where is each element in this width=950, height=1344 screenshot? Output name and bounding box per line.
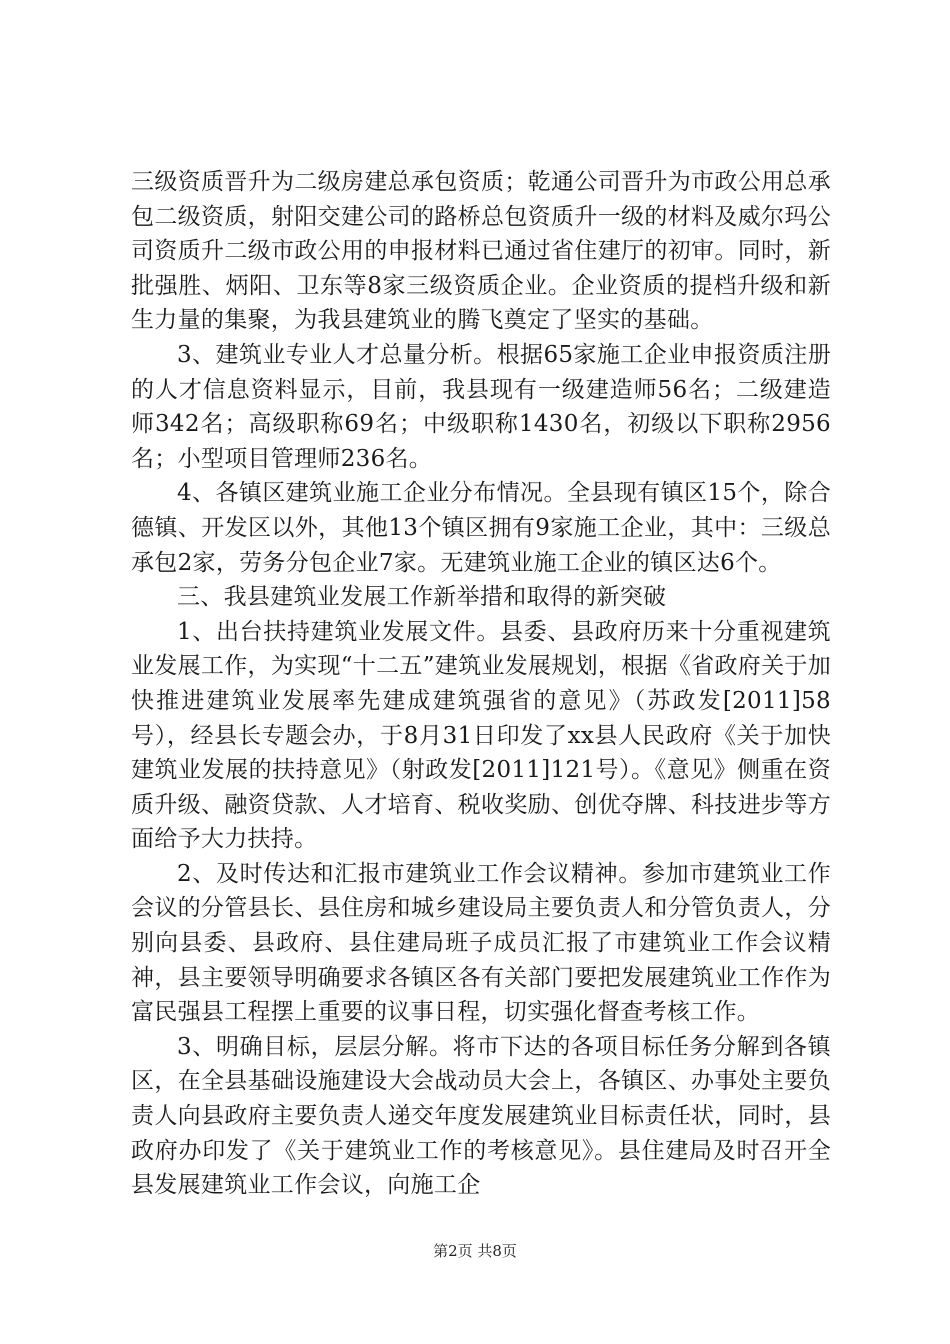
paragraph-support-policy: 1、出台扶持建筑业发展文件。县委、县政府历来十分重视建筑业发展工作，为实现“十二五”建筑业发展规划，根据《省政府关于加快推进建筑业发展率先建成建筑强省的意见》（苏政发[2011]58号），经县长专题会办，于8月31日印发了xx县人民政府《关于加快建筑业发展的扶持意见》（射政发[2011]121号）。《意见》侧重在资质升级、融资贷款、人才培育、税收奖励、创优夺牌、科技进步等方面给予大力扶持。 bbox=[131, 618, 831, 853]
paragraph-continuation: 三级资质晋升为二级房建总承包资质；乾通公司晋升为市政公用总承包二级资质，射阳交建公司的路桥总包资质升一级的材料及威尔玛公司资质升二级市政公用的申报材料已通过省住建厅的初审。同时，新批强胜、炳阳、卫东等8家三级资质企业。企业资质的提档升级和新生力量的集聚，为我县建筑业的腾飞奠定了坚实的基础。 bbox=[131, 169, 831, 334]
page-footer bbox=[0, 1240, 950, 1261]
paragraph-talent-analysis: 3、建筑业专业人才总量分析。根据65家施工企业申报资质注册的人才信息资料显示，目前，我县现有一级建造师56名；二级建造师342名；高级职称69名；中级职称1430名，初级以下职称2956名；小型项目管理师236名。 bbox=[131, 341, 831, 472]
paragraph-town-distribution: 4、各镇区建筑业施工企业分布情况。全县现有镇区15个，除合德镇、开发区以外，其他13个镇区拥有9家施工企业，其中：三级总承包2家，劳务分包企业7家。无建筑业施工企业的镇区达6个。 bbox=[131, 480, 831, 576]
section-heading: 三、我县建筑业发展工作新举措和取得的新突破 bbox=[177, 584, 667, 611]
document-body bbox=[131, 165, 831, 1203]
paragraph-meeting-report: 2、及时传达和汇报市建筑业工作会议精神。参加市建筑业工作会议的分管县长、县住房和城乡建设局主要负责人和分管负责人，分别向县委、县政府、县住建局班子成员汇报了市建筑业工作会议精神，县主要领导明确要求各镇区各有关部门要把发展建筑业工作作为富民强县工程摆上重要的议事日程，切实强化督查考核工作。 bbox=[131, 860, 831, 1026]
page-number: 第2页 共8页 bbox=[433, 1242, 517, 1260]
paragraph-targets: 3、明确目标，层层分解。将市下达的各项目标任务分解到各镇区，在全县基础设施建设大会战动员大会上，各镇区、办事处主要负责人向县政府主要负责人递交年度发展建筑业目标责任状，同时，县政府办印发了《关于建筑业工作的考核意见》。县住建局及时召开全县发展建筑业工作会议，向施工企 bbox=[131, 1033, 831, 1199]
